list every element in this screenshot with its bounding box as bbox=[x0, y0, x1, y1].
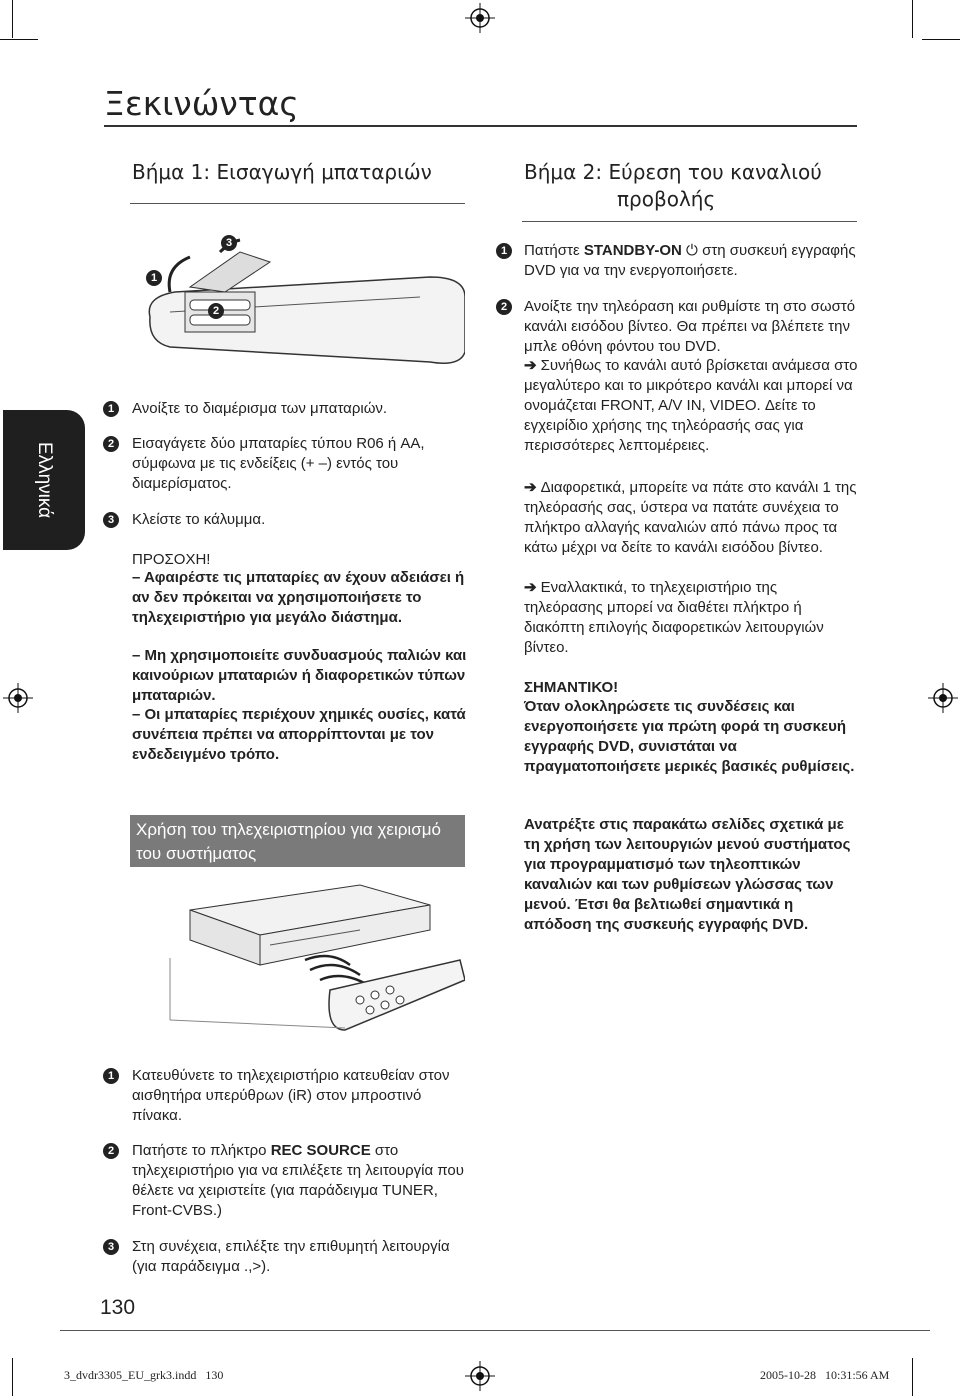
caution-line: – Μη χρησιμοποιείτε συνδυασμούς παλιών και καινούριων μπαταριών ή διαφορετικών τύπων μπαταριών. bbox=[132, 647, 467, 704]
caution-line: – Αφαιρέστε τις μπαταρίες αν έχουν αδειάσει ή αν δεν πρόκειται να χρησιμοποιήσετε το τηλεχειριστήριο για μεγάλο διάστημα. bbox=[132, 569, 465, 626]
standby-step-pre: Πατήστε bbox=[524, 242, 584, 259]
footer-file: 3_dvdr3305_EU_grk3.indd 130 bbox=[64, 1368, 224, 1382]
arrow-item bbox=[524, 356, 859, 456]
figure-label-3: 3 bbox=[221, 235, 237, 251]
crop-mark bbox=[12, 1358, 13, 1396]
page-number: 130 bbox=[100, 1296, 136, 1319]
title-rule bbox=[104, 125, 857, 127]
step-number: 2 bbox=[496, 299, 512, 315]
power-icon: ⏻ bbox=[686, 242, 698, 259]
arrow-item-text: Συνήθως το κανάλι αυτό βρίσκεται ανάμεσα στο μεγαλύτερο και το μικρότερο κανάλι και μπορεί να ονομάζεται FRONT, A/V IN, VIDEO. Δείτε το εγχειρίδιο χρήσης της τηλεόρασής σας για περισσότερες λεπτομέρειες. bbox=[524, 357, 858, 454]
step2-heading-line2: προβολής bbox=[617, 187, 716, 211]
registration-mark-icon bbox=[465, 1361, 495, 1391]
important-title: ΣΗΜΑΝΤΙΚΟ! bbox=[524, 679, 619, 696]
remote-usage-subheading: Χρήση του τηλεχειριστηρίου για χειρισμό του συστήματος bbox=[130, 815, 465, 867]
remote-usage-figure bbox=[130, 880, 465, 1040]
arrow-icon: ➔ bbox=[524, 357, 537, 374]
step-number: 1 bbox=[496, 243, 512, 259]
rec-source-label: REC SOURCE bbox=[270, 1142, 371, 1159]
crop-mark bbox=[12, 0, 13, 38]
language-tab bbox=[3, 410, 85, 550]
arrow-icon: ➔ bbox=[524, 579, 537, 596]
footer-timestamp: 2005-10-28 10:31:56 AM bbox=[760, 1368, 890, 1382]
arrow-item-text: Διαφορετικά, μπορείτε να πάτε στο κανάλι 1 της τηλεόρασής σας, ύστερα να πατάτε συνέχεια το πλήκτρο αλλαγής καναλιών από πάνω προς τα κάτω μέχρι να δείτε το κανάλι εισόδου βίντεο. bbox=[524, 479, 857, 556]
step2-heading-line1: Βήμα 2: Εύρεση του καναλιού bbox=[524, 160, 822, 184]
step-number: 1 bbox=[103, 401, 119, 417]
step2-heading-rule bbox=[522, 221, 857, 222]
crop-mark bbox=[912, 0, 913, 38]
language-tab-label: Ελληνικά bbox=[34, 441, 55, 519]
remote-battery-illustration bbox=[130, 222, 465, 372]
registration-mark-icon bbox=[928, 683, 958, 713]
arrow-item bbox=[524, 578, 859, 658]
step1-heading-rule bbox=[130, 203, 465, 204]
step-number: 2 bbox=[103, 1143, 119, 1159]
step-text: Ανοίξτε την τηλεόραση και ρυθμίστε τη στο σωστό κανάλι εισόδου βίντεο. Θα πρέπει να βλέπετε την μπλε οθόνη φόντου του DVD. bbox=[524, 298, 856, 355]
crop-mark bbox=[0, 39, 38, 40]
caution-title: ΠΡΟΣΟΧΗ! bbox=[132, 551, 211, 568]
caution-line: – Οι μπαταρίες περιέχουν χημικές ουσίες, κατά συνέπεια πρέπει να απορρίπτονται με τον ενδεδειγμένο τρόπο. bbox=[132, 706, 466, 763]
figure-label-2: 2 bbox=[208, 303, 224, 319]
arrow-icon: ➔ bbox=[524, 479, 537, 496]
rec-source-post: στο τηλεχειριστήριο για να επιλέξετε τη λειτουργία που θέλετε να χειριστείτε (για παράδειγμα TUNER, Front-CVBS.) bbox=[132, 1142, 464, 1219]
rec-source-pre: Πατήστε το πλήκτρο bbox=[132, 1142, 271, 1159]
arrow-item-text: Εναλλακτικά, το τηλεχειριστήριο της τηλεόρασης μπορεί να διαθέτει πλήκτρο ή διακόπτη επιλογής διαφορετικών λειτουργιών βίντεο. bbox=[524, 579, 824, 656]
figure-label-1: 1 bbox=[146, 270, 162, 286]
registration-mark-icon bbox=[465, 3, 495, 33]
standby-step-post: στη συσκευή εγγραφής DVD για να την ενεργοποιήσετε. bbox=[524, 242, 856, 279]
step-number: 3 bbox=[103, 1239, 119, 1255]
step-text: Εισαγάγετε δύο μπαταρίες τύπου R06 ή AA, σύμφωνα με τις ενδείξεις (+ –) εντός του διαμερίσματος. bbox=[132, 435, 425, 492]
crop-mark bbox=[922, 39, 960, 40]
registration-mark-icon bbox=[3, 683, 33, 713]
standby-step bbox=[524, 241, 859, 281]
crop-mark bbox=[912, 1358, 913, 1396]
step-text: Κλείστε το κάλυμμα. bbox=[132, 511, 266, 528]
step-text: Κατευθύνετε το τηλεχειριστήριο κατευθείαν στον αισθητήρα υπερύθρων (iR) στον μπροστινό πίνακα. bbox=[132, 1067, 450, 1124]
step1-heading: Βήμα 1: Εισαγωγή μπαταριών bbox=[132, 160, 432, 184]
footer-rule bbox=[60, 1330, 930, 1331]
rec-source-step bbox=[132, 1141, 467, 1221]
step-text: Στη συνέχεια, επιλέξτε την επιθυμητή λειτουργία (για παράδειγμα .,>). bbox=[132, 1238, 450, 1275]
step-text: Ανοίξτε το διαμέρισμα των μπαταριών. bbox=[132, 400, 388, 417]
step-number: 3 bbox=[103, 512, 119, 528]
arrow-item bbox=[524, 478, 859, 558]
standby-label: STANDBY-ON bbox=[583, 242, 682, 259]
refer-text: Ανατρέξτε στις παρακάτω σελίδες σχετικά με τη χρήση των λειτουργιών μενού συστήματος για προγραμματισμό των τηλεοπτικών καναλιών και των ρυθμίσεων γλώσσας των μενού. Έτσι θα βελτιωθεί σημαντικά η απόδοση της συσκευής εγγραφής DVD. bbox=[524, 816, 851, 933]
important-text: Όταν ολοκληρώσετε τις συνδέσεις και ενεργοποιήσετε για πρώτη φορά τη συσκευή εγγραφής DVD, συνιστάται να πραγματοποιήσετε μερικές βασικές ρυθμίσεις. bbox=[524, 698, 855, 775]
step-number: 2 bbox=[103, 436, 119, 452]
dvd-recorder-remote-illustration bbox=[130, 880, 465, 1040]
battery-figure bbox=[130, 222, 465, 372]
page-title: Ξεκινώντας bbox=[104, 84, 299, 123]
step-number: 1 bbox=[103, 1068, 119, 1084]
